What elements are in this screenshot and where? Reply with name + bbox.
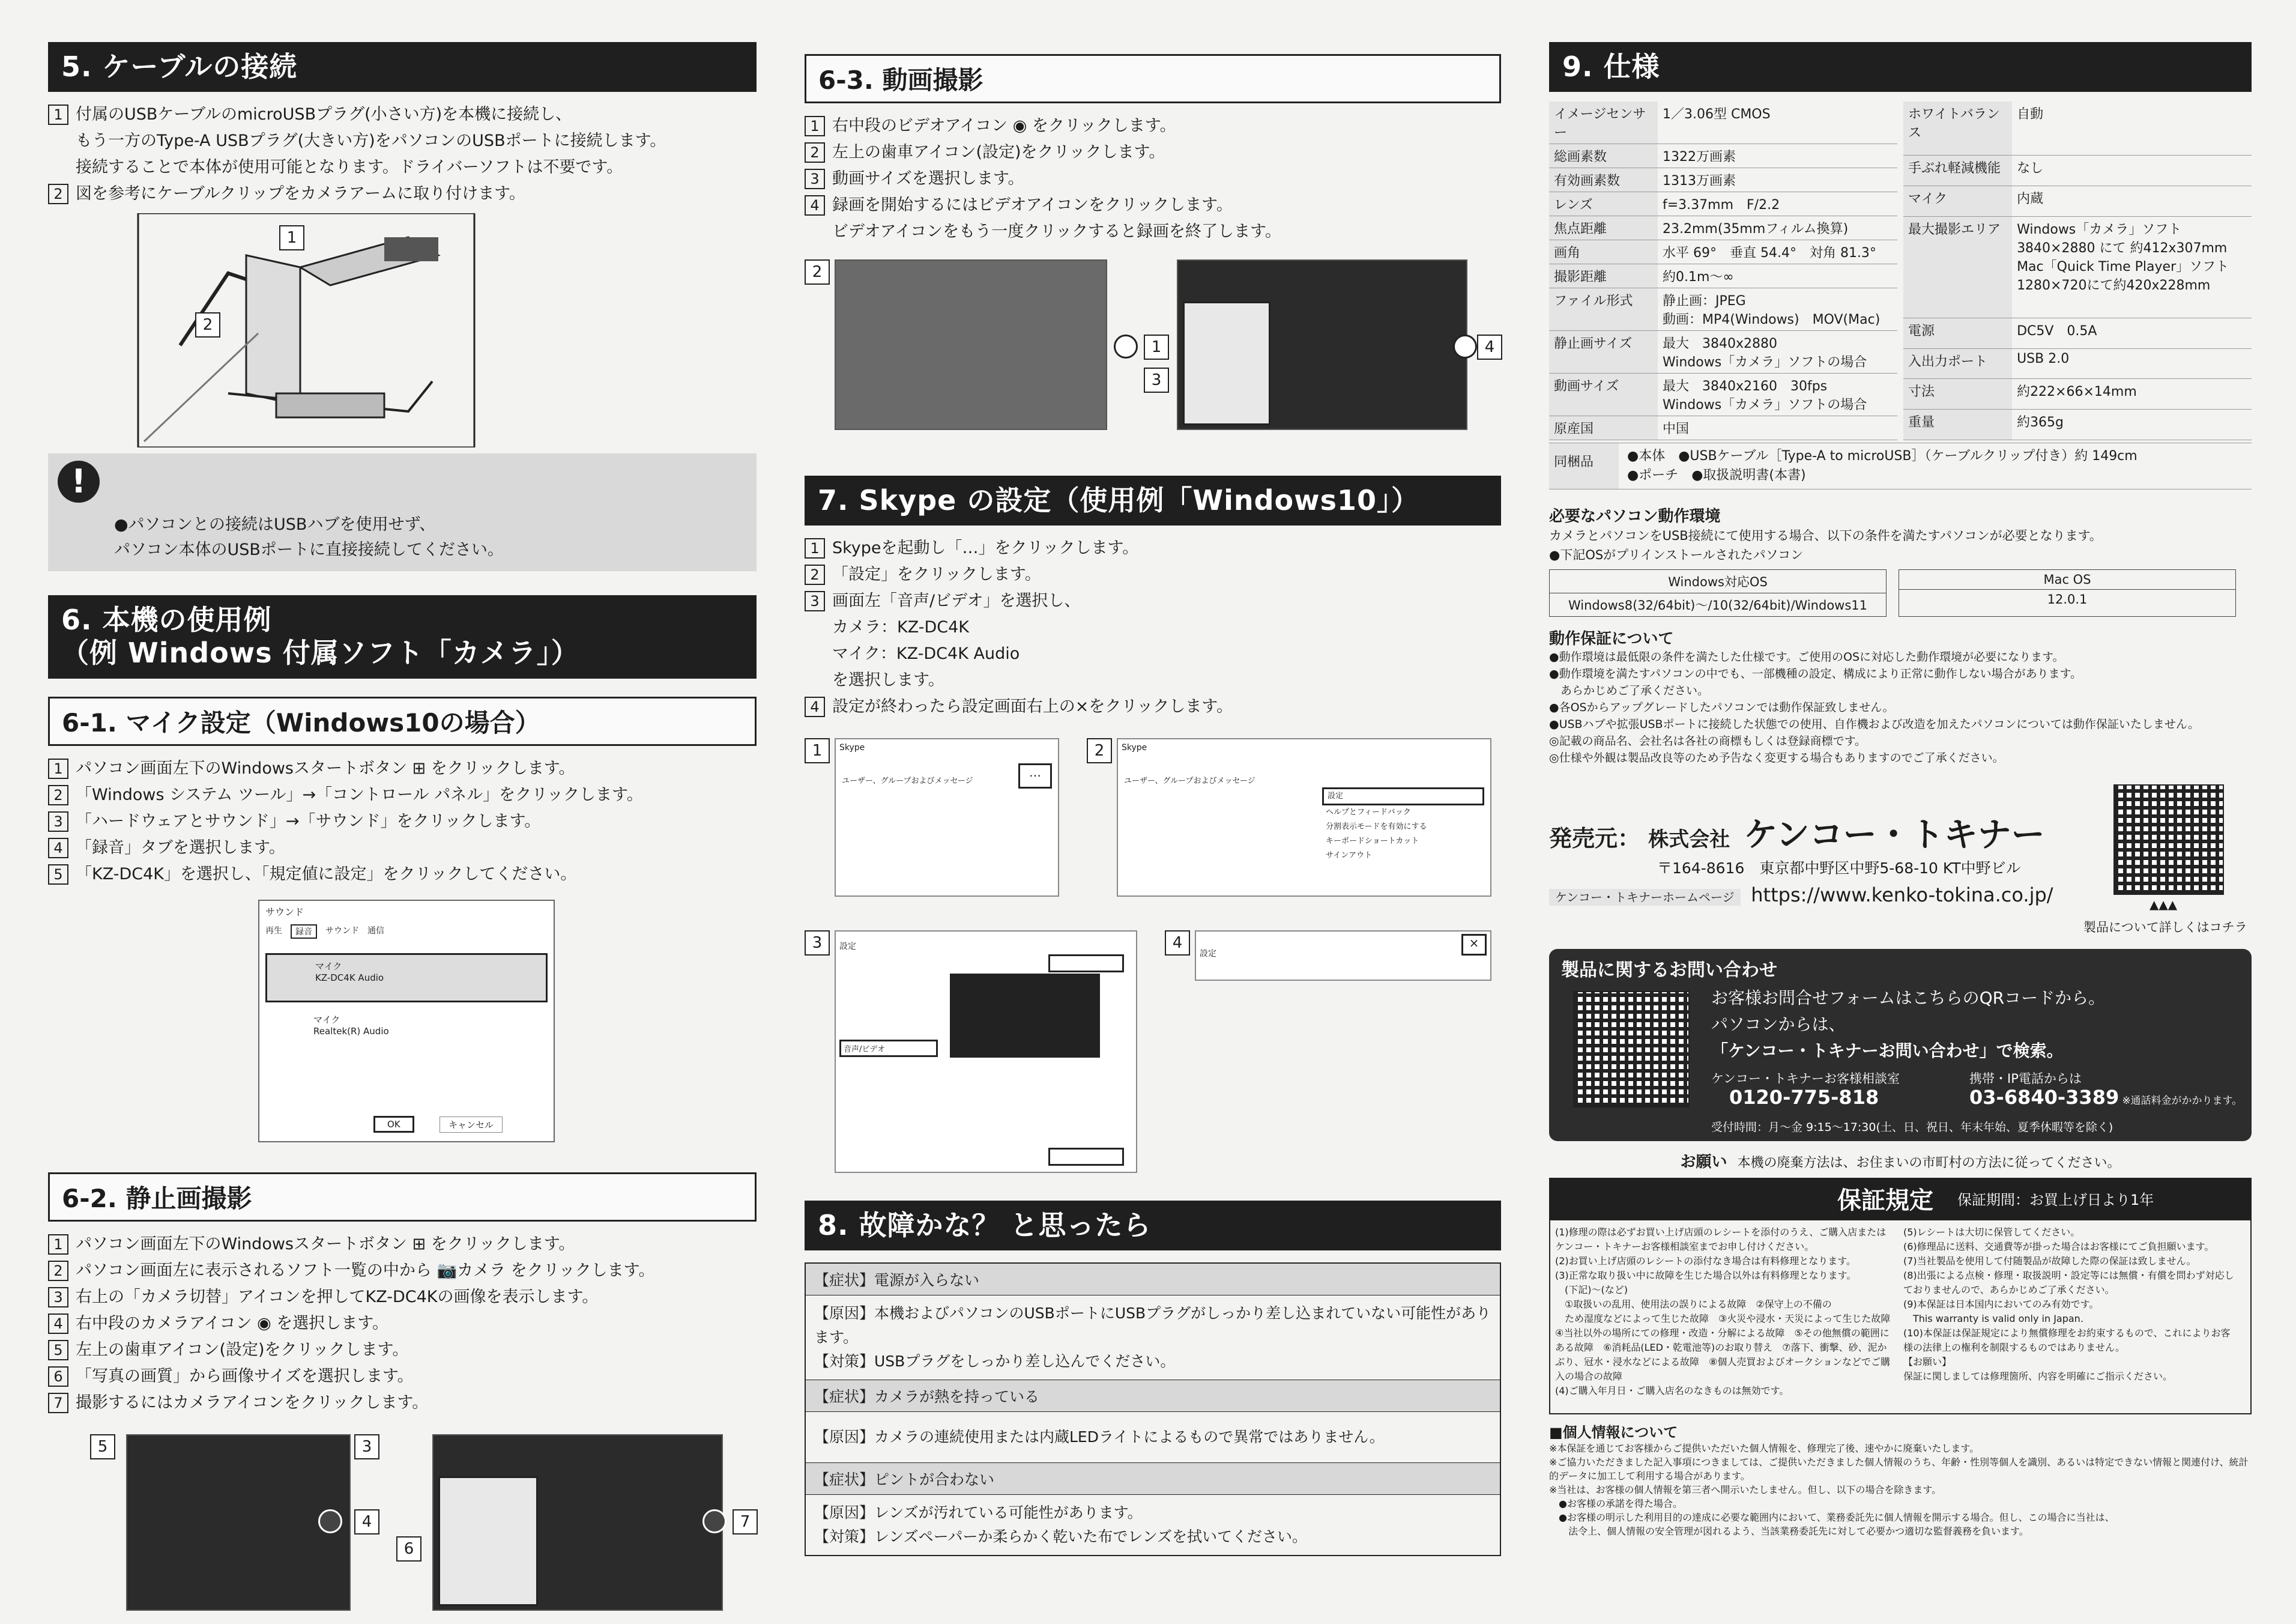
- inquiry-title: 製品に関するお問い合わせ: [1561, 960, 1777, 981]
- cause-3: 【原因】レンズが汚れている可能性があります。 【対策】レンズペーパーか柔らかく乾いた布でレンズを拭いてください。: [814, 1504, 1308, 1546]
- spec-value: USB 2.0: [2012, 348, 2252, 379]
- photo-screens: [48, 1428, 757, 1614]
- callout-1: 1: [805, 738, 830, 763]
- skype-settings-screen: 設定 音声/ビデオ: [835, 930, 1137, 1173]
- list-item: 1 付属のUSBケーブルのmicroUSBプラグ(小さい方)を本機に接続し、 もう一方のType-A USBプラグ(大きい方)をパソコンのUSBポートに接続します。 接続することで本体が使用可能となります。ドライバーソフトは不要です。: [48, 102, 757, 181]
- video-icon[interactable]: [1453, 335, 1477, 359]
- spec-row: [1903, 348, 2252, 379]
- spec-tables: [1549, 102, 2252, 440]
- callout-2: 2: [805, 259, 830, 285]
- camera-icon[interactable]: [702, 1509, 727, 1533]
- callout-1: 1: [279, 225, 304, 250]
- mic-select[interactable]: [1048, 1148, 1124, 1166]
- section63-title: 6-3. 動画撮影: [805, 54, 1501, 103]
- video-icon[interactable]: [1114, 335, 1138, 359]
- spec-key: 手ぶれ軽減機能: [1903, 156, 2012, 186]
- spec-row: [1549, 331, 1897, 374]
- symptom-3: 【症状】ピントが合わない: [806, 1463, 1500, 1495]
- guarantee-text: ●動作環境は最低限の条件を満たした仕様です。ご使用のOSに対応した動作環境が必要になります。 ●動作環境を満たすパソコンの中でも、一部機種の設定、構成により正常に動作しない場合があります。 あらかじめご了承ください。 ●各OSからアップグレードしたパソコンでは動作保証致しません。 ●USBハブや拡張USBポートに接続した状態での使用、自作機および改造を加えたパソコンについては動作保証いたしません。 ◎記載の商品名、会社名は各社の商標もしくは登録商標です。 ◎仕様や外観は製品改良等のため予告なく変更する場合もありますのでご了承ください。: [1549, 650, 2199, 765]
- column-left: [48, 42, 757, 1614]
- section61-title: 6-1. マイク設定（Windows10の場合）: [48, 697, 757, 746]
- spec-value: 水平 69° 垂直 54.4° 対角 81.3°: [1658, 240, 1897, 264]
- spec-key: マイク: [1903, 186, 2012, 217]
- list-item: 4 右中段のカメラアイコン ◉ を選択します。: [48, 1310, 757, 1337]
- column-right: [1549, 42, 2252, 1538]
- section62-steps: [48, 1231, 757, 1416]
- spec-key: ホワイトバランス: [1903, 102, 2012, 156]
- skype-screens: [805, 738, 1501, 1177]
- spec-value: 約222×66×14mm: [2012, 379, 2252, 410]
- spec-value: 最大 3840x2160 30fps Windows「カメラ」ソフトの場合: [1658, 374, 1897, 416]
- spec-key: 寸法: [1903, 379, 2012, 410]
- section5-title: 5. ケーブルの接続: [48, 42, 757, 92]
- list-item: 2 左上の歯車アイコン(設定)をクリックします。: [805, 139, 1501, 166]
- spec-key: ファイル形式: [1549, 288, 1658, 331]
- list-item: 4 録画を開始するにはビデオアイコンをクリックします。 ビデオアイコンをもう一度クリックすると録画を終了します。: [805, 192, 1501, 245]
- section62-title: 6-2. 静止画撮影: [48, 1172, 757, 1222]
- mobile-label: 携帯・IP電話からは: [1969, 1071, 2082, 1086]
- spec-row: [1549, 264, 1897, 288]
- corp-label: 株式会社: [1648, 828, 1730, 852]
- spec-row: [1549, 240, 1897, 264]
- warranty-header: 保証規定 保証期間：お買上げ日より1年: [1549, 1178, 2252, 1219]
- camera-screen-1: [126, 1434, 351, 1611]
- spec-row: [1549, 216, 1897, 240]
- tel-note: ※通話料金がかかります。: [2122, 1095, 2243, 1107]
- dialog-title: サウンド: [265, 906, 304, 918]
- tab-recording[interactable]: 録音: [291, 924, 317, 939]
- spec-key: 重量: [1903, 410, 2012, 440]
- section7-steps: [805, 535, 1501, 720]
- menu-item-split[interactable]: 分割表示モードを有効にする: [1326, 822, 1427, 832]
- spec-table-left: [1549, 102, 1897, 440]
- spec-row: [1903, 379, 2252, 410]
- spec-row: [1903, 318, 2252, 348]
- usb-note: ! ●パソコンとの接続はUSBハブを使用せず、 パソコン本体のUSBポートに直接接続してください。: [48, 453, 757, 571]
- menu-item-shortcut[interactable]: キーボードショートカット: [1326, 837, 1419, 846]
- list-item: 4 設定が終わったら設定画面右上の×をクリックします。: [805, 694, 1501, 720]
- callout-3: 3: [805, 930, 830, 956]
- callout-6: 6: [396, 1536, 421, 1562]
- callout-2: 2: [195, 312, 220, 338]
- spec-value: Windows「カメラ」ソフト 3840×2880 にて 約412x307mm Mac「Quick Time Player」ソフト 1280×720にて約420x228mm: [2012, 216, 2252, 318]
- camera-preview: [950, 974, 1100, 1058]
- spec-key: 動画サイズ: [1549, 374, 1658, 416]
- list-item: 1 パソコン画面左下のWindowsスタートボタン ⊞ をクリックします。: [48, 1231, 757, 1258]
- menu-item-help[interactable]: ヘルプとフィードバック: [1326, 808, 1411, 817]
- spec-value: 内蔵: [2012, 186, 2252, 217]
- bundle-row: 同梱品 ●本体 ●USBケーブル［Type-A to microUSB］（ケーブルクリップ付き）約 149cm ●ポーチ ●取扱説明書(本書): [1549, 443, 2252, 489]
- inquiry-line1: お客様お問合せフォームはこちらのQRコードから。: [1711, 988, 2106, 1008]
- spec-value: DC5V 0.5A: [2012, 318, 2252, 348]
- sound-dialog: [258, 900, 555, 1142]
- spec-row: [1903, 156, 2252, 186]
- cause-2: 【原因】カメラの連続使用または内蔵LEDライトによるもので異常ではありません。: [806, 1412, 1500, 1463]
- spec-key: 焦点距離: [1549, 216, 1658, 240]
- list-item: 2 図を参考にケーブルクリップをカメラアームに取り付けます。: [48, 181, 757, 207]
- os-table: Windows対応OS Windows8(32/64bit)〜/10(32/64bit)/Windows11 Mac OS 12.0.1: [1549, 569, 2252, 617]
- spec-key: 静止画サイズ: [1549, 331, 1658, 374]
- spec-key: 電源: [1903, 318, 2012, 348]
- callout-4: 4: [354, 1509, 379, 1535]
- spec-table-right: [1903, 102, 2252, 440]
- list-item: 6 「写真の画質」から画像サイズを選択します。: [48, 1363, 757, 1390]
- spec-row: [1903, 216, 2252, 318]
- list-item: 3 右上の「カメラ切替」アイコンを押してKZ-DC4Kの画像を表示します。: [48, 1284, 757, 1310]
- ok-button[interactable]: OK: [373, 1116, 414, 1133]
- spec-row: [1549, 102, 1897, 144]
- video-screens: [805, 259, 1501, 440]
- camera-arm-illustration: [48, 213, 757, 447]
- spec-value: 自動: [2012, 102, 2252, 156]
- spec-value: 約0.1m〜∞: [1658, 264, 1897, 288]
- skype-label: Skype: [839, 743, 865, 753]
- list-item: 1 パソコン画面左下のWindowsスタートボタン ⊞ をクリックします。: [48, 756, 757, 782]
- symptom-2: 【症状】カメラが熱を持っている: [806, 1380, 1500, 1412]
- video-settings-panel: [1183, 301, 1270, 425]
- privacy-text: ※本保証を通じてお客様からご提供いただいた個人情報を、修理完了後、速やかに廃棄いたします。 ※ご協力いただきました記入事項につきましては、ご提供いただきました個人情報のうち、年齢・性別等個人を識別、あるいは特定できない情報と関連付け、統計的データに加工して利用する場合があります。 ※当社は、お客様の個人情報を第三者へ開示いたしません。但し、以下の場合を除きます。 ●お客様の承諾を得た場合。 ●お客様の明示した利用目的の達成に必要な範囲内において、業務委託先に個人情報を開示する場合。但し、この場合に当社は、 法令上、個人情報の安全管理が図れるよう、当該業務委託先に対して必要かつ適切な監督義務を負います。: [1549, 1443, 2249, 1538]
- callout-1: 1: [1144, 335, 1169, 360]
- hours: 受付時間：月〜金 9:15〜17:30(土、日、祝日、年末年始、夏季休暇等を除く): [1711, 1121, 2113, 1135]
- spec-row: [1903, 102, 2252, 156]
- spec-value: 中国: [1658, 416, 1897, 440]
- spec-row: [1549, 168, 1897, 192]
- callout-5: 5: [90, 1434, 115, 1459]
- search-input[interactable]: ユーザー、グループおよびメッセージ: [842, 777, 973, 786]
- close-button[interactable]: ×: [1461, 934, 1487, 956]
- device-kz[interactable]: マイク KZ-DC4K Audio: [265, 953, 548, 1002]
- list-item: 4 「録音」タブを選択します。: [48, 835, 757, 861]
- spec-key: 原産国: [1549, 416, 1658, 440]
- spec-value: なし: [2012, 156, 2252, 186]
- inquiry-box: [1549, 949, 2252, 1141]
- spec-key: 有効画素数: [1549, 168, 1658, 192]
- trouble-table: [805, 1262, 1501, 1556]
- spec-value: 静止画：JPEG 動画：MP4(Windows) MOV(Mac): [1658, 288, 1897, 331]
- spec-key: 入出力ポート: [1903, 348, 2012, 379]
- skype-menu-screen: Skype ユーザー、グループおよびメッセージ 設定 ヘルプとフィードバック 分割表示モードを有効にする キーボードショートカット サインアウト: [1117, 738, 1491, 897]
- callout-4: 4: [1477, 335, 1502, 360]
- skype-menu: [1322, 787, 1484, 863]
- spec-key: 最大撮影エリア: [1903, 216, 2012, 318]
- sidebar-item-av[interactable]: 音声/ビデオ: [839, 1040, 938, 1057]
- camera-select[interactable]: [1048, 954, 1124, 972]
- section61-steps: [48, 756, 757, 888]
- spec-row: [1549, 416, 1897, 440]
- spec-key: 撮影距離: [1549, 264, 1658, 288]
- section7-title: 7. Skype の設定（使用例「Windows10」）: [805, 476, 1501, 526]
- tab-sounds[interactable]: サウンド: [325, 926, 359, 936]
- warranty-body: (1)修理の際は必ずお買い上げ店頭のレシートを添付のうえ、ご購入店またはケンコー・トキナーお客様相談室までお申し付けください。 (2)お買い上げ店頭のレシートの添付なき場合は有料修理となります。 (3)正常な取り扱い中に故障を生じた場合以外は有料修理となります。 (下記)〜(など) ①取扱いの乱用、使用法の誤りによる故障 ②保守上の不備の ため湿度などによって生じた故障 ③火災や浸水・天災によって生じた故障 ④当社以外の場所にての修理・改造・分解による故障 ⑤その他無償の範囲にある故障 ⑥消耗品(LED・乾電池等)のお取り替え ⑦落下、衝撃、砂、泥かぶり、冠水・浸水などによる故障 ⑧個人売買およびオークションなどでご購入の場合の故障 (4)ご購入年月日・ご購入店名のなきものは無効です。 (5)レシートは大切に保管してください。 (6)修理品に送料、交通費等が掛った場合はお客様にてご負担願います。 (7)当社製品を使用して付随製品が故障した際の保証は致しません。 (8)出張による点検・修理・取扱説明・設定等には無償・有償を問わず対応しておりませんので、あらかじめご了承ください。 (9)本保証は日本国内においてのみ有効です。 This warranty is valid only in Japan. (10)本保証は保証規定により無償修理をお約束するもので、これによりお客様の法律上の権利を制限するものではありません。 【お願い】 保証に関しましては修理箇所、内容を明確にご指示ください。: [1549, 1219, 2252, 1414]
- spec-row: [1549, 374, 1897, 416]
- list-item: 7 撮影するにはカメラアイコンをクリックします。: [48, 1390, 757, 1416]
- spec-row: [1903, 186, 2252, 217]
- menu-item-signout[interactable]: サインアウト: [1326, 851, 1373, 861]
- callout-3: 3: [1144, 368, 1169, 393]
- qr-code[interactable]: [2113, 784, 2224, 895]
- skype-close-screen: 設定 ×: [1195, 930, 1491, 981]
- seller-label: 発売元：: [1549, 825, 1641, 852]
- callout-3: 3: [354, 1434, 379, 1459]
- spec-value: 1／3.06型 CMOS: [1658, 102, 1897, 144]
- inquiry-qr-code[interactable]: [1573, 991, 1690, 1107]
- more-button[interactable]: …: [1018, 763, 1052, 789]
- inquiry-line3: 「ケンコー・トキナーお問い合わせ」で検索。: [1711, 1041, 2064, 1061]
- callout-4: 4: [1165, 930, 1190, 956]
- list-item: 3 画面左「音声/ビデオ」を選択し、 カメラ：KZ-DC4K マイク：KZ-DC4K Audio を選択します。: [805, 588, 1501, 694]
- cancel-button[interactable]: キャンセル: [440, 1116, 503, 1133]
- company-block: [1549, 784, 2252, 941]
- spec-value: 1322万画素: [1658, 144, 1897, 168]
- spec-key: 総画素数: [1549, 144, 1658, 168]
- tab-communications[interactable]: 通信: [367, 926, 384, 936]
- freedial-tel: 0120-775-818: [1729, 1086, 1879, 1109]
- spec-value: 1313万画素: [1658, 168, 1897, 192]
- video-screen-1: [835, 259, 1107, 430]
- spec-row: [1549, 288, 1897, 331]
- spec-key: イメージセンサー: [1549, 102, 1658, 144]
- list-item: 3 「ハードウェアとサウンド」→「サウンド」をクリックします。: [48, 808, 757, 835]
- tab-playback[interactable]: 再生: [265, 926, 282, 936]
- requirements-title: 必要なパソコン動作環境: [1549, 507, 1721, 526]
- qr-caption: 製品について詳しくはコチラ: [2083, 920, 2247, 935]
- center-label: ケンコー・トキナーお客様相談室: [1711, 1071, 1900, 1086]
- section5-steps: [48, 102, 757, 207]
- spec-value: 最大 3840x2880 Windows「カメラ」ソフトの場合: [1658, 331, 1897, 374]
- cause-1: 【原因】本機およびパソコンのUSBポートにUSBプラグがしっかり差し込まれていない可能性があります。 【対策】USBプラグをしっかり差し込んでください。: [806, 1295, 1500, 1380]
- settings-panel: [438, 1476, 538, 1606]
- spec-value: 約365g: [2012, 410, 2252, 440]
- camera-drawing: [48, 213, 757, 447]
- qr-arrows: ▲▲▲: [2149, 897, 2178, 912]
- section63-steps: [805, 113, 1501, 245]
- privacy-title: ■個人情報について: [1549, 1424, 1678, 1441]
- list-item: 5 左上の歯車アイコン(設定)をクリックします。: [48, 1337, 757, 1363]
- menu-item-settings[interactable]: 設定: [1322, 787, 1484, 805]
- section9-title: 9. 仕様: [1549, 42, 2252, 92]
- spec-value: f=3.37mm F/2.2: [1658, 192, 1897, 216]
- list-item: 2 パソコン画面左に表示されるソフト一覧の中から 📷カメラ をクリックします。: [48, 1258, 757, 1284]
- list-item: 1 右中段のビデオアイコン ◉ をクリックします。: [805, 113, 1501, 139]
- section6-title: 6. 本機の使用例 （例 Windows 付属ソフト「カメラ」）: [48, 595, 757, 678]
- symptom-1: 【症状】電源が入らない: [806, 1264, 1500, 1295]
- skype-main-screen: [835, 738, 1059, 897]
- inquiry-line2: パソコンからは、: [1711, 1014, 1846, 1035]
- hp-label: ケンコー・トキナーホームページ: [1549, 889, 1741, 906]
- camera-icon[interactable]: [318, 1509, 342, 1533]
- spec-row: [1903, 410, 2252, 440]
- requirements-text: カメラとパソコンをUSB接続にて使用する場合、以下の条件を満たすパソコンが必要となります。 ●下記OSがプリインストールされたパソコン: [1549, 529, 2102, 563]
- homepage-link[interactable]: https://www.kenko-tokina.co.jp/: [1751, 883, 2053, 907]
- list-item: 2 「Windows システム ツール」→「コントロール パネル」をクリックします。: [48, 782, 757, 808]
- list-item: 2 「設定」をクリックします。: [805, 562, 1501, 588]
- warning-icon: !: [58, 461, 100, 503]
- spec-row: [1549, 192, 1897, 216]
- company-address: 〒164-8616 東京都中野区中野5-68-10 KT中野ビル: [1657, 859, 2021, 877]
- device-realtek[interactable]: マイク Realtek(R) Audio: [313, 1014, 389, 1037]
- callout-2: 2: [1087, 738, 1112, 763]
- ip-tel: 03-6840-3389: [1969, 1086, 2119, 1109]
- list-item: 1 Skypeを起動し「…」をクリックします。: [805, 535, 1501, 562]
- company-name: ケンコー・トキナー: [1744, 816, 2045, 855]
- list-item: 5 「KZ-DC4K」を選択し、「規定値に設定」をクリックしてください。: [48, 861, 757, 888]
- section8-title: 8. 故障かな？ と思ったら: [805, 1201, 1501, 1250]
- spec-row: [1549, 144, 1897, 168]
- spec-key: 画角: [1549, 240, 1658, 264]
- spec-value: 23.2mm(35mmフィルム換算): [1658, 216, 1897, 240]
- callout-7: 7: [733, 1509, 758, 1535]
- column-middle: [805, 42, 1501, 1556]
- spec-key: レンズ: [1549, 192, 1658, 216]
- disposal-note: お願い 本機の廃棄方法は、お住まいの市町村の方法に従ってください。: [1680, 1153, 2121, 1172]
- list-item: 3 動画サイズを選択します。: [805, 166, 1501, 192]
- guarantee-title: 動作保証について: [1549, 630, 1674, 649]
